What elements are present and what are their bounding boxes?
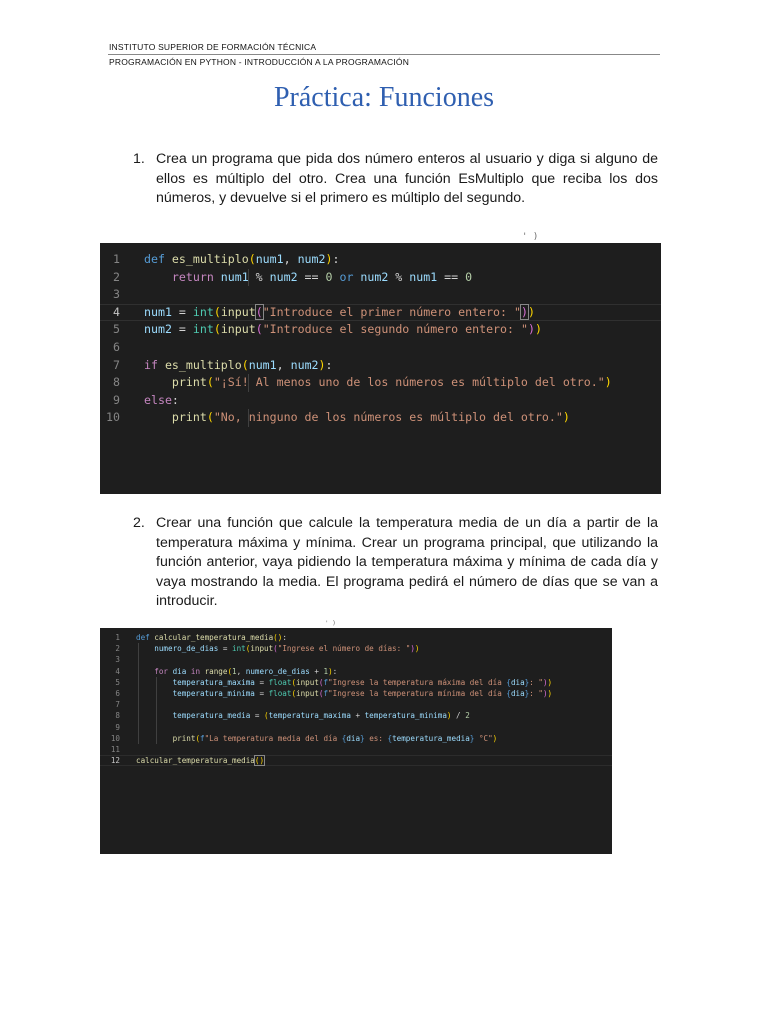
code-token: num2 [360,269,389,284]
code-token: temperatura_minima [136,689,255,698]
code-token: ) [527,322,535,337]
line-number: 12 [110,756,120,766]
code-token: : " [529,677,543,687]
code-token: temperatura_maxima [268,711,351,721]
code-token: ( [245,644,251,654]
code-line [100,677,612,688]
code-token: ) [527,304,535,319]
code-token: + [309,666,324,676]
code-token: ( [264,711,269,721]
line-number: 1 [113,252,120,266]
code-token: num2 [269,269,298,284]
code-line [100,321,661,339]
indent-guide [248,374,249,392]
line-number: 8 [113,375,120,390]
code-token: ) [542,689,548,698]
code-token: num2 [297,252,326,266]
code-token: "Ingrese la temperatura máxima del día [328,677,507,687]
code-token [144,375,172,389]
line-number: 4 [113,304,120,319]
code-line [100,409,661,427]
code-token: ) [318,357,326,372]
code-token: in [186,666,205,676]
code-text [144,304,535,322]
line-number: 1 [115,633,120,642]
code-token: es_multiplo [164,357,242,372]
code-token: ( [318,689,324,698]
code-block-overflow-text: ' ) [522,232,539,242]
indent-guide [156,677,157,744]
header-course: PROGRAMACIÓN EN PYTHON - INTRODUCCIÓN A LA PROGRAMACIÓN [109,57,410,67]
code-token: ( [255,304,263,319]
code-token: } [469,733,475,743]
code-line [100,722,612,733]
code-token: input [296,677,319,687]
code-line [100,666,612,677]
code-token: es_multiplo [171,252,249,266]
code-token: 2 [465,711,470,721]
code-token: ( [255,322,263,337]
code-text [136,632,287,643]
code-token: ( [318,677,324,687]
code-token: + [350,711,365,721]
code-token: { [341,733,347,743]
code-token: ( [213,322,221,337]
code-line [100,251,661,269]
code-token: ( [206,375,214,390]
code-text [136,755,264,766]
code-token: % [248,269,270,284]
code-token: 1 [323,666,329,676]
code-token: f [200,733,205,743]
code-token: ( [227,666,233,676]
code-line [100,286,661,304]
code-token: print [171,410,207,425]
code-token: () [254,756,265,766]
line-number: 3 [115,655,120,665]
code-token: ( [291,677,297,687]
code-token: { [387,733,393,743]
code-line [100,269,661,287]
code-token: f [323,677,329,687]
code-token: temperatura_media [136,711,251,721]
code-token: print [172,733,196,743]
code-token: ( [206,410,214,425]
line-number: 9 [113,392,120,407]
line-number: 9 [115,722,120,732]
code-token: ) [410,644,415,654]
indent-guide [248,269,249,287]
code-token: numero_de_dias [136,644,219,654]
exercise-number: 2. [133,515,145,531]
code-token: input [296,689,319,698]
code-token: def [144,252,172,266]
code-line [100,643,612,654]
code-line [100,755,612,766]
code-text [136,733,497,744]
line-number: 2 [113,269,120,284]
page-title: Práctica: Funciones [273,82,495,113]
code-text [144,392,179,410]
code-token: if [144,357,165,372]
code-token: 0 [465,269,473,284]
code-token: ( [241,357,249,372]
code-token: return [144,269,221,284]
exercise-text: Crea un programa que pida dos número enteros al usuario y diga si alguno de ellos es múltiplo del otro. Crea una función EsMultiplo que reciba los dos números, y devuelve si el primero es múltiplo del segundo. [156,151,658,206]
code-text [136,666,337,677]
line-number: 4 [115,666,120,676]
code-token: calcular_temperatura_media [136,756,255,766]
code-line [100,744,612,755]
code-token: ( [195,733,201,743]
code-token: num1 [409,269,438,284]
code-line [100,339,661,357]
code-token: % [388,269,410,284]
code-token: dia [172,666,187,676]
code-token: == [437,269,466,284]
code-token: == [297,269,326,284]
line-number: 6 [113,340,120,354]
code-text [144,251,339,269]
line-number: 6 [115,689,120,698]
code-token: } [360,733,365,743]
line-number: 2 [115,644,120,654]
code-token: , [276,357,291,372]
code-token [136,734,173,743]
code-token: else [144,392,172,407]
code-line [100,733,612,744]
code-token: numero_de_dias [245,666,310,676]
code-token: , [283,252,298,266]
code-token: ) [534,322,542,337]
line-number: 11 [110,745,120,754]
code-token: 0 [325,269,333,284]
code-token: f [323,689,329,698]
code-token: es: [364,733,388,743]
code-token: input [220,322,256,337]
code-token: ) [446,711,452,721]
line-number: 5 [113,322,120,337]
code-token: num2 [290,357,319,372]
line-number: 5 [115,677,120,687]
code-token: print [171,375,207,390]
code-text [144,409,570,427]
code-token: : [332,666,338,676]
code-token: ) [604,375,612,390]
code-token: dia [510,689,525,698]
code-token: temperatura_minima [364,711,447,721]
line-number: 7 [115,700,120,710]
code-token [144,410,172,424]
code-token: num2 [144,322,172,337]
code-token: dia [510,677,525,687]
code-token: ) [414,644,420,654]
code-text [144,321,542,339]
header-divider [108,54,660,55]
code-token: float [268,689,292,698]
line-number: 8 [115,711,120,721]
code-text [136,688,552,699]
code-token: "Ingrese la temperatura mínima del día [328,689,507,698]
code-token: float [268,677,292,687]
code-text [144,374,612,392]
code-token: : [171,392,179,407]
code-token: num1 [248,357,277,372]
header-institution: INSTITUTO SUPERIOR DE FORMACIÓN TÉCNICA [109,42,317,52]
line-number: 10 [110,733,120,743]
code-token: ) [562,410,570,425]
code-line [100,699,612,710]
code-token: = [250,711,265,721]
code-token: : [282,633,287,642]
code-token: ) [547,689,553,698]
code-token: } [524,689,530,698]
code-token: "No, ninguno de los números es múltiplo del otro." [213,410,563,425]
code-token: int [192,322,214,337]
code-token: ( [291,689,297,698]
code-token: int [232,644,246,654]
code-token: "¡Sí! Al menos uno de los números es múltiplo del otro." [213,375,605,390]
code-line [100,710,612,721]
exercise-number: 1. [133,151,145,167]
line-number: 7 [113,357,120,372]
code-text [144,269,472,287]
code-line [100,654,612,665]
code-token: : " [529,689,543,698]
code-token: = [171,322,193,337]
code-token: num1 [144,304,172,319]
code-token: : [332,252,340,266]
indent-guide [138,643,139,744]
code-token: ) [325,252,333,266]
exercise-text: Crear una función que calcule la temperatura media de un día a partir de la temperatura máxima y mínima. Crear un programa principal, que utilizando la función anterior, vaya pidiendo la temperatura máxima y mínima de cada día y vaya mostrando la media. El programa pedirá el número de días que se van a introducir. [156,515,658,609]
code-block-overflow-text: ' ) [325,620,336,627]
code-line [100,392,661,410]
code-line [100,632,612,643]
code-token: () [273,633,283,642]
code-token: { [506,677,511,687]
code-token: = [254,677,269,687]
code-token: dia [346,733,361,743]
code-token: def [136,633,155,642]
code-text [136,643,420,654]
code-token: } [524,677,530,687]
code-line [100,357,661,375]
code-token: : [325,357,333,372]
code-token: temperatura_media [392,733,470,743]
code-token: / [451,711,466,721]
code-line [100,374,661,392]
code-token: = [218,644,233,654]
code-token: temperatura_maxima [136,677,255,687]
code-token: num1 [255,252,284,266]
code-token: ) [328,666,333,676]
code-token: "Introduce el segundo número entero: " [262,322,528,337]
code-token: ) [492,733,498,743]
code-token: num1 [220,269,249,284]
code-token: range [204,666,228,676]
line-number: 10 [106,410,120,425]
code-text [144,357,333,375]
code-token: = [171,304,193,319]
code-token: "Ingrese el número de días: " [277,644,411,654]
code-text [136,677,552,688]
code-token: or [332,269,361,284]
code-token: "Introduce el primer número entero: " [262,304,521,319]
code-line [100,688,612,699]
code-token: "La temperatura media del día [204,733,342,743]
code-token: calcular_temperatura_media [154,633,274,642]
code-token: input [250,644,274,654]
code-token: input [220,304,256,319]
code-text [136,710,470,721]
code-token: { [506,689,511,698]
code-block-1 [100,232,661,494]
code-token: °C" [474,733,493,743]
code-token: for [136,666,173,676]
code-token: ( [273,644,278,654]
code-token: , [236,666,246,676]
code-token: = [254,689,269,698]
code-token: 1 [232,666,237,676]
line-number: 3 [113,287,120,302]
indent-guide [248,409,249,427]
code-token: ) [542,677,548,687]
code-token: ( [213,304,221,319]
code-token: ( [248,252,256,266]
code-token: int [192,304,214,319]
code-token: ) [520,304,528,319]
code-token: ) [547,677,553,687]
code-line [100,304,661,322]
code-block-2 [100,620,612,854]
